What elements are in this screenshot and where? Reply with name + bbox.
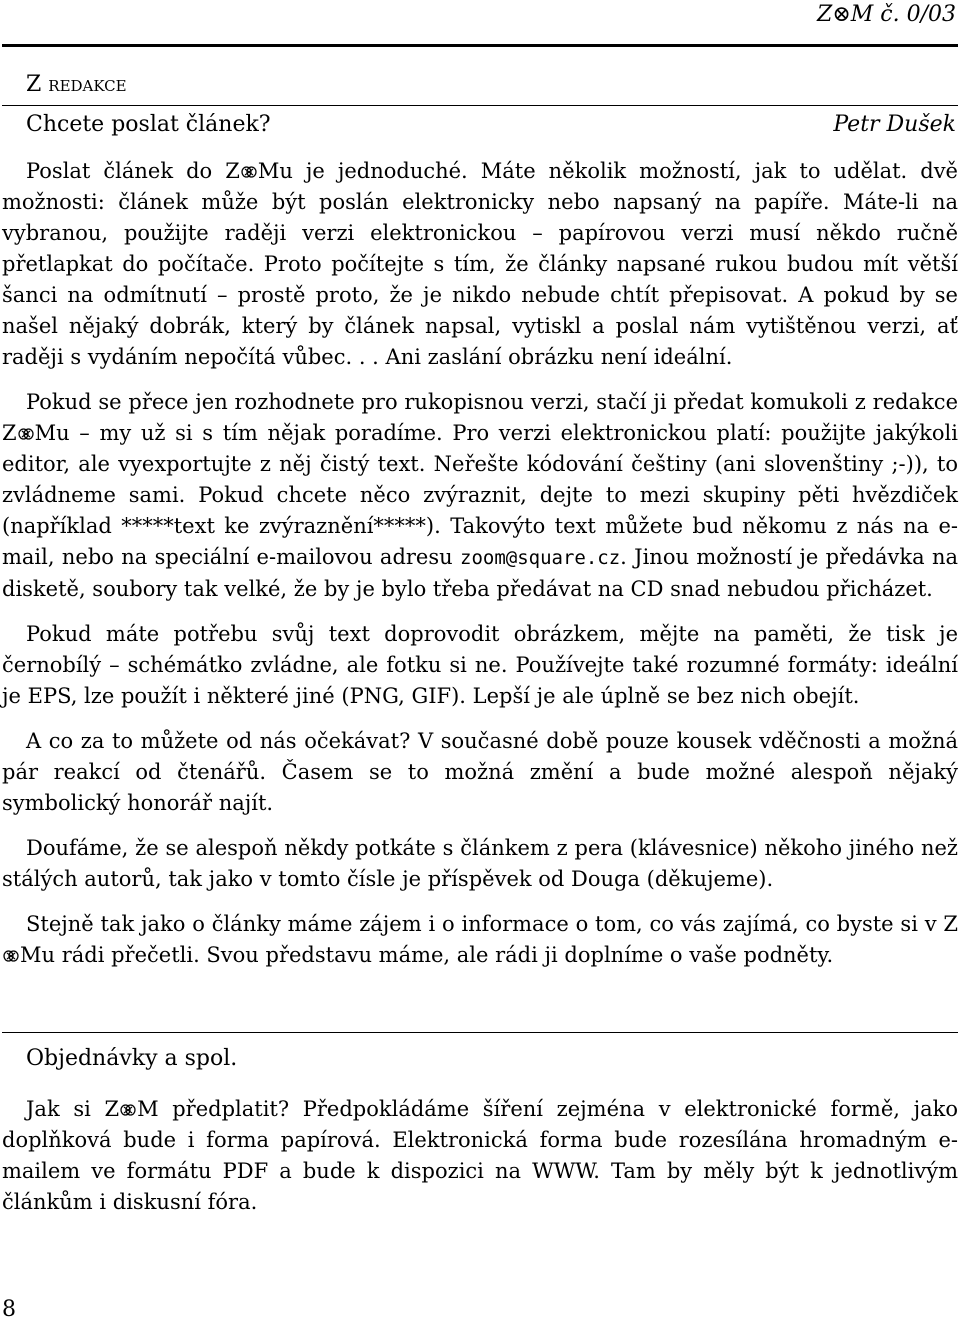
- paragraph: Pokud máte potřebu svůj text doprovodit obrázkem, mějte na paměti, že tisk je černobílý – schémátko zvládne, ale fotku si ne. Používejte také rozumné formáty: ideální je EPS, lze použít i některé jiné (PNG, GIF). Lepší je ale úplně se bez nich obejít.: [2, 622, 958, 708]
- page-number: 8: [2, 1297, 16, 1322]
- running-head: Z⊗M č. 0/03: [817, 2, 956, 27]
- paragraph: Jak si Z M předplatit? Předpokládáme šíření zejména v elektronické formě, jako doplňková bude i forma papírová. Elektronická forma bude rozesílána hromadným e-mailem ve formátu PDF a bude k dispozici na WWW. Tam by měly být k jednotlivým článkům i diskusní fóra.: [2, 1097, 958, 1214]
- header-rule: [2, 44, 958, 47]
- email-address: zoom@square.cz: [460, 547, 621, 569]
- section-title: Z redakce: [26, 72, 127, 97]
- zoom-logo-icon: [3, 949, 19, 963]
- article2-body: [2, 1094, 958, 1232]
- zoom-logo-icon: [120, 1103, 136, 1117]
- article-title: Chcete poslat článek?: [26, 112, 271, 137]
- article-rule: [2, 1032, 958, 1033]
- article-author: Petr Dušek: [833, 112, 956, 137]
- zoom-logo-icon: [241, 165, 257, 179]
- article-body: [2, 156, 958, 985]
- paragraph: Pokud se přece jen rozhodnete pro rukopisnou verzi, stačí ji předat komukoli z redakce Z Mu – my už si s tím nějak poradíme. Pro verzi elektronickou platí: použijte jakýkoli editor, ale vyexportujte z něj čistý text. Neřešte kódování češtiny (ani slovenštiny ;-)), to zvládneme sami. Pokud chcete něco zvýraznit, dejte to mezi skupiny pěti hvězdiček (například *****text ke zvýraznění*****). Takovýto text můžete bud někomu z nás na e-mail, nebo na speciální e-mailovou adresu zoom@square.cz. Jinou možností je předávka na disketě, soubory tak velké, že by je bylo třeba předávat na CD snad nebudou přicházet.: [2, 390, 958, 601]
- zoom-logo-icon: [18, 427, 34, 441]
- paragraph: A co za to můžete od nás očekávat? V současné době pouze kousek vděčnosti a možná pár reakcí od čtenářů. Časem se to možná změní a bude možné alespoň nějaký symbolický honorář najít.: [2, 729, 958, 815]
- paragraph: Poslat článek do Z Mu je jednoduché. Máte několik možností, jak to udělat. dvě možnosti: článek může být poslán elektronicky nebo napsaný na papíře. Máte-li na vybranou, použijte raději verzi elektronickou – papírovou verzi musí někdo ručně přetlapkat do počítače. Proto počítejte s tím, že články napsané rukou budou mít větší šanci na odmítnutí – prostě proto, že je nikdo nebude chtít přepisovat. A pokud by se našel nějaký dobrák, který by článek napsal, vytiskl a poslal nám vytištěnou verzi, ať raději s vydáním nepočítá vůbec. . . Ani zaslání obrázku není ideální.: [2, 159, 958, 369]
- article2-title: Objednávky a spol.: [26, 1046, 238, 1071]
- paragraph: Stejně tak jako o články máme zájem i o informace o tom, co vás zajímá, co byste si v ZMu rádi přečetli. Svou představu máme, ale rádi ji doplníme o vaše podněty.: [2, 909, 958, 971]
- section-rule: [2, 105, 958, 106]
- paragraph: Doufáme, že se alespoň někdy potkáte s článkem z pera (klávesnice) někoho jiného než stálých autorů, tak jako v tomto čísle je příspěvek od Douga (děkujeme).: [2, 836, 958, 891]
